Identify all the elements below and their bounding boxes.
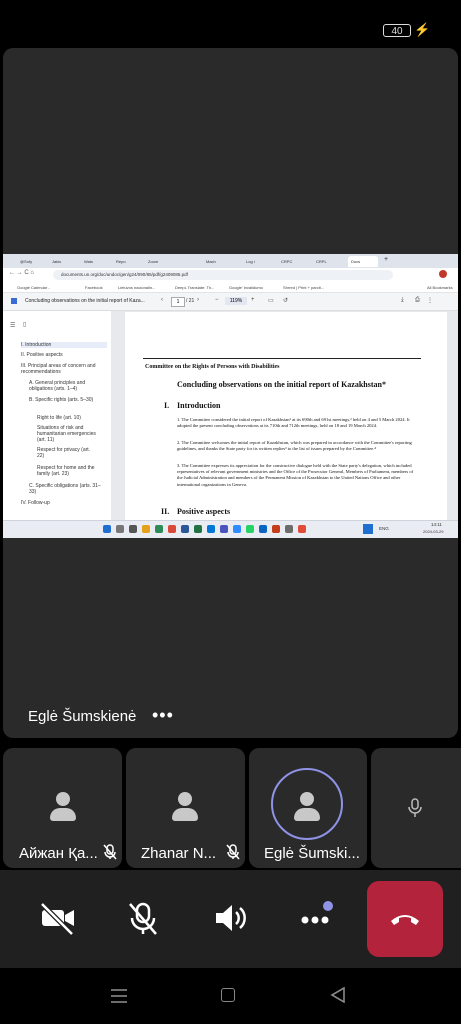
browser-tab[interactable]: Mach [206,259,216,264]
charging-icon: ⚡ [414,22,431,37]
document-title: Concluding observations on the initial report of Kazakhstan* [177,380,386,389]
paragraph: 2. The Committee welcomes the initial report of Kazakhstan, which was prepared in accordance with the Committee's reporting guidelines, and thanks the State party for its written replies³ to the list of issues prepared by the Committee.⁴ [177,440,412,452]
teams-icon[interactable] [220,525,228,533]
section-number: I. [164,401,170,410]
next-page-icon[interactable]: › [197,297,199,303]
page-number-input[interactable]: 1 [171,297,185,307]
browser-tab[interactable]: Wats [84,259,93,264]
whatsapp-icon[interactable] [246,525,254,533]
toc-item[interactable]: B. Specific rights (arts. 5–30) [29,397,94,403]
toc-item[interactable]: A. General principles and obligations (arts. 1–4) [29,380,86,392]
end-call-icon [367,881,443,957]
clock-time[interactable]: 14:11 [431,522,442,527]
all-bookmarks[interactable]: All Bookmarks [427,285,453,290]
browser-tab[interactable]: CRPC [281,259,293,264]
bookmark-item[interactable]: Facebook [85,285,103,290]
participant-name: Eglė Šumski... [264,845,360,862]
outline-icon[interactable]: ▯ [23,322,27,328]
more-icon[interactable] [295,896,339,940]
start-icon[interactable] [103,525,111,533]
bookmark-item[interactable]: Google Calendar - [17,285,50,290]
more-options-icon[interactable]: ⋮ [427,298,433,304]
mic-muted-icon [226,844,240,865]
language-indicator[interactable]: ENG [379,526,389,531]
browser-tab[interactable]: Jakis [52,259,62,264]
edge-icon[interactable] [155,525,163,533]
bookmark-item[interactable]: Shrred | Print + parcti... [283,285,325,290]
avatar-icon [50,792,76,822]
section-heading: Positive aspects [177,507,231,516]
avatar-icon [294,792,320,822]
outlook-icon[interactable] [207,525,215,533]
browser-tab[interactable]: Repo [116,259,126,264]
windows-taskbar [3,520,458,538]
pdf-menu-icon[interactable] [11,298,17,304]
browser-tab[interactable]: CRPL [316,259,327,264]
pdf-title: Concluding observations on the initial report of Kaza... [25,298,145,304]
chrome-icon[interactable] [168,525,176,533]
battery-indicator: 40 [383,24,411,37]
mic-muted-icon [103,844,117,865]
toc-item[interactable]: III. Principal areas of concern and recommendations [21,363,96,375]
tray-icon[interactable] [363,524,373,534]
participant-name: Айжан Қа... [19,845,98,862]
shared-screen [3,254,458,538]
avatar-icon [172,792,198,822]
download-icon[interactable]: ⤓ [401,297,404,303]
paragraph: 1. The Committee considered the initial report of Kazakhstan¹ at its 690th and 691st meetings,² held on 4 and 5 March 2024. It adopted the present concluding observations at its 710th and 712th meetings, held on 18 and 19 March 2024. [177,417,410,429]
new-tab-icon[interactable]: + [384,256,389,263]
app-icon[interactable] [298,525,306,533]
clock-date[interactable]: 2024-03-29 [423,529,444,534]
home-icon[interactable] [221,988,235,1002]
section-number: II. [161,507,170,516]
toc-item[interactable]: Situations of risk and humanitarian emergencies (art. 11) [37,425,96,443]
word-icon[interactable] [181,525,189,533]
toc-item[interactable]: Right to life (art. 10) [37,415,81,421]
app-icon[interactable] [259,525,267,533]
page-total: / 21 [186,298,195,304]
search-icon[interactable] [116,525,124,533]
thumbnail-icon[interactable]: ☰ [10,323,16,329]
toc-item[interactable]: II. Positive aspects [21,352,63,358]
participant-name: Zhanar N... [141,845,217,862]
back-icon[interactable] [330,987,346,1008]
browser-tab[interactable]: Log i [246,259,255,264]
profile-avatar-icon[interactable] [439,270,447,278]
prev-page-icon[interactable]: ‹ [161,297,163,303]
toc-item[interactable]: C. Specific obligations (arts. 31–33) [29,483,101,495]
browser-tab-active[interactable]: Docs [348,256,378,267]
presenter-more-button[interactable]: ••• [152,705,174,725]
bookmark-item[interactable]: DeepL Translate: Th... [175,285,215,290]
committee-name: Committee on the Rights of Persons with Disabilities [145,364,280,370]
nav-arrows-icon[interactable]: ← → C ⌂ [9,270,34,276]
paragraph: 3. The Committee expresses its appreciation for the constructive dialogue held with the State party's delegation, which included representatives of relevant government ministries and the Office of the Prosecutor General, Members of Parliament, members of the Judicial Administration and members of the Permanent Mission of Kazakhstan to the United Nations Office and other international organizations in Geneva. [177,463,414,487]
speaker-icon[interactable] [208,896,252,940]
file-explorer-icon[interactable] [142,525,150,533]
bookmark-item[interactable]: Lietuvos nacionalin... [118,285,156,290]
end-call-button[interactable] [367,881,443,957]
browser-tab[interactable]: @Sofy [20,259,33,264]
rotate-icon[interactable]: ↺ [283,298,289,304]
toc-item[interactable]: IV. Follow-up [21,500,50,506]
browser-tab[interactable]: Zoom [148,259,159,264]
notification-dot [323,901,333,911]
toc-item[interactable]: Respect for privacy (art. 22) [37,447,91,459]
url-field[interactable]: documents.un.org/doc/undoc/gen/g24/090/85/pdf/g2409085.pdf [53,270,393,280]
header-rule [143,358,421,359]
zoom-in-icon[interactable]: + [251,297,255,303]
mic-off-icon[interactable] [121,896,165,940]
powerpoint-icon[interactable] [272,525,280,533]
fit-page-icon[interactable]: ▭ [268,298,274,304]
section-heading: Introduction [177,401,221,410]
bookmark-item[interactable]: Google' invalidumo [229,285,263,290]
zoom-level[interactable]: 119% [225,297,247,305]
camera-off-icon[interactable] [36,896,80,940]
presenter-name: Eglė Šumskienė [28,708,137,725]
excel-icon[interactable] [194,525,202,533]
app-icon[interactable] [285,525,293,533]
zoom-icon[interactable] [233,525,241,533]
toc-item[interactable]: Respect for home and the family (art. 23) [37,465,95,477]
toc-item[interactable]: I. Introduction [21,342,107,348]
participant-icon [407,798,423,823]
print-icon[interactable]: ⎙ [415,297,420,303]
zoom-out-icon[interactable]: − [215,297,219,303]
task-view-icon[interactable] [129,525,137,533]
recents-icon[interactable] [110,988,128,1009]
